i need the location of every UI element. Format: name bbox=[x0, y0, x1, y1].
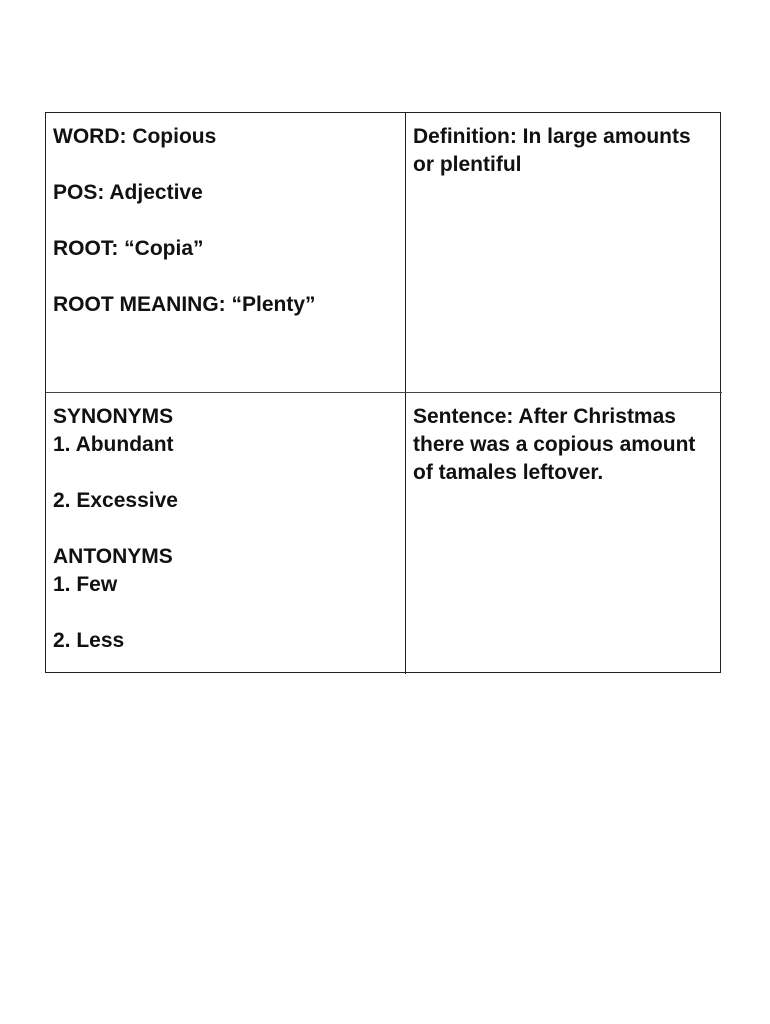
root-meaning-label: ROOT MEANING: “Plenty” bbox=[53, 293, 316, 316]
definition-text: Definition: In large amounts or plentiful bbox=[413, 125, 691, 176]
word-label: WORD: Copious bbox=[53, 125, 217, 148]
spacer bbox=[53, 151, 399, 179]
sentence-cell bbox=[406, 393, 722, 674]
vocabulary-card-grid bbox=[45, 112, 721, 673]
root-label: ROOT: “Copia” bbox=[53, 237, 204, 260]
synonyms-antonyms-cell bbox=[46, 393, 406, 674]
example-sentence-text: Sentence: After Christmas there was a copious amount of tamales leftover. bbox=[413, 405, 696, 484]
antonym-item: 1. Few bbox=[53, 573, 118, 596]
synonyms-heading: SYNONYMS bbox=[53, 405, 174, 428]
spacer bbox=[53, 515, 399, 543]
word-info-cell bbox=[46, 113, 406, 393]
synonym-item: 1. Abundant bbox=[53, 433, 174, 456]
spacer bbox=[53, 459, 399, 487]
spacer bbox=[53, 207, 399, 235]
synonym-item: 2. Excessive bbox=[53, 489, 178, 512]
antonyms-heading: ANTONYMS bbox=[53, 545, 173, 568]
antonym-item: 2. Less bbox=[53, 629, 125, 652]
spacer bbox=[53, 263, 399, 291]
definition-cell bbox=[406, 113, 722, 393]
part-of-speech-label: POS: Adjective bbox=[53, 181, 203, 204]
spacer bbox=[53, 599, 399, 627]
